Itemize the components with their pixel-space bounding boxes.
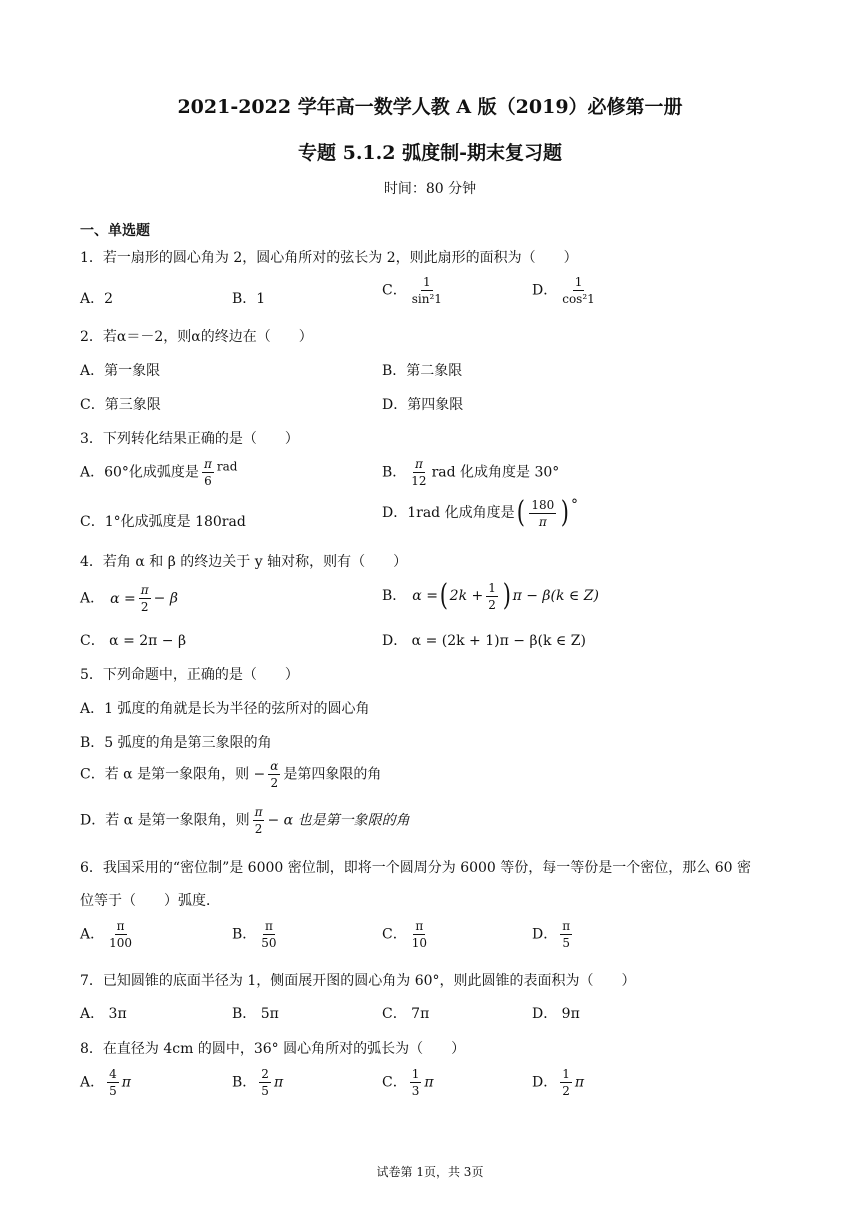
q2-option-b: B．第二象限	[382, 363, 463, 379]
q8-option-d: D． $\frac{1}{2}$ π	[532, 1067, 585, 1098]
question-3-stem: 3．下列转化结果正确的是（ ）	[80, 431, 299, 447]
q1-option-d: D． $\frac{1}{\text{cos²1}}$	[532, 275, 595, 306]
q3-option-b: B． $\frac{\pi}{12}$ rad 化成角度是 30°	[382, 457, 560, 488]
page-footer: 试卷第 1页，共 3页	[376, 1165, 484, 1179]
q8-option-b: B． $\frac{2}{5}$ π	[232, 1067, 284, 1098]
q3-option-d: D．1rad 化成角度是( $\frac{180}{\pi}$ ) °	[382, 495, 578, 530]
question-4-stem: 4．若角 α 和 β 的终边关于 y 轴对称，则有（ ）	[80, 554, 408, 570]
q1-option-c: C． $\frac{1}{\text{sin²1}}$	[382, 275, 442, 306]
q7-option-d: D． 9π	[532, 1006, 580, 1022]
section-heading: 一、单选题	[80, 223, 150, 239]
question-6-stem-line2: 位等于（ ）弧度．	[80, 893, 220, 909]
q1-option-b: B．1	[232, 291, 266, 307]
question-5-stem: 5．下列命题中，正确的是（ ）	[80, 667, 299, 683]
q3-option-c: C．1°化成弧度是 180rad	[80, 514, 246, 530]
time-limit: 时间：80 分钟	[383, 181, 477, 197]
q6-option-b: B． $\frac{\pi}{50}$	[232, 919, 277, 950]
q4-option-d: D． α = (2k + 1)π − β(k ∈ Z)	[382, 633, 586, 649]
question-6-stem-line1: 6．我国采用的“密位制”是 6000 密位制，即将一个圆周分为 6000 等份，每一等份是一个密位，那么 60 密	[80, 860, 751, 876]
q7-option-b: B． 5π	[232, 1006, 279, 1022]
q4-option-a: A． α = $\frac{\pi}{2}$ − β	[80, 583, 178, 614]
document-subtitle: 专题 5.1.2 弧度制-期末复习题	[297, 142, 562, 164]
q6-option-a: A． $\frac{\pi}{100}$	[80, 919, 133, 950]
q5-option-c: C．若 α 是第一象限角，则 − $\frac{\alpha}{2}$ 是第四象限的角	[80, 759, 382, 790]
question-1-stem: 1．若一扇形的圆心角为 2，圆心角所对的弦长为 2，则此扇形的面积为（ ）	[80, 250, 578, 266]
q4-option-c: C． α = 2π − β	[80, 633, 187, 649]
q4-option-b: B． α =( 2k + $\frac{1}{2}$ ) π − β(k ∈ Z)	[382, 578, 599, 613]
q6-option-c: C． $\frac{\pi}{10}$	[382, 919, 427, 950]
q8-option-a: A． $\frac{4}{5}$ π	[80, 1067, 131, 1098]
question-8-stem: 8．在直径为 4cm 的圆中，36° 圆心角所对的弧长为（ ）	[80, 1041, 466, 1057]
q7-option-a: A． 3π	[80, 1006, 127, 1022]
question-2-stem: 2．若α＝－2，则α的终边在（ ）	[80, 329, 313, 345]
q5-option-d: D．若 α 是第一象限角，则 $\frac{\pi}{2}$ − α 也是第一象限的角	[80, 805, 410, 836]
q8-option-c: C． $\frac{1}{3}$ π	[382, 1067, 434, 1098]
question-7-stem: 7．已知圆锥的底面半径为 1，侧面展开图的圆心角为 60°，则此圆锥的表面积为（ ）	[80, 973, 636, 989]
q5-option-b: B．5 弧度的角是第三象限的角	[80, 735, 272, 751]
q2-option-d: D．第四象限	[382, 397, 464, 413]
q2-option-a: A．第一象限	[80, 363, 161, 379]
document-title: 2021-2022 学年高一数学人教 A 版（2019）必修第一册	[177, 96, 683, 118]
q6-option-d: D． $\frac{\pi}{5}$	[532, 919, 571, 950]
q7-option-c: C． 7π	[382, 1006, 430, 1022]
q5-option-a: A．1 弧度的角就是长为半径的弦所对的圆心角	[80, 701, 370, 717]
q3-option-a: A．60°化成弧度是 $\frac{\pi}{6}$ rad	[80, 457, 238, 488]
q1-option-a: A．2	[80, 291, 114, 307]
q2-option-c: C．第三象限	[80, 397, 161, 413]
